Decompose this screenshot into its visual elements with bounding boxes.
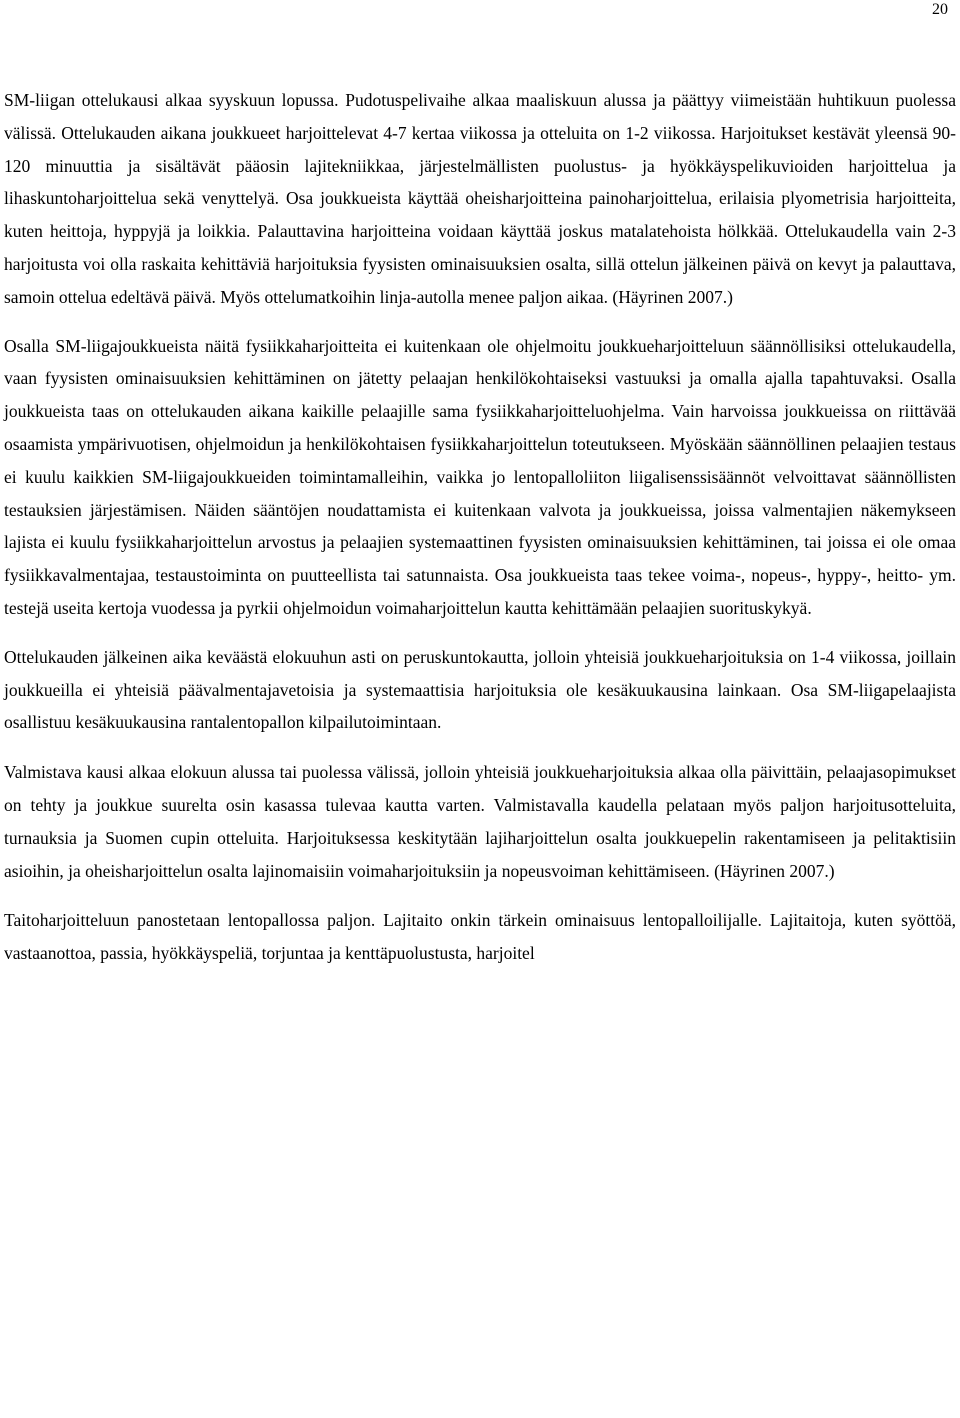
paragraph-2: Osalla SM-liigajoukkueista näitä fysiikkaharjoitteita ei kuitenkaan ole ohjelmoitu joukkueharjoitteluun säännöllisiksi ottelukaudella, vaan fyysisten ominaisuuksien kehittäminen on jätetty pelaajan henkilökohtaiseksi vastuuksi ja omalla ajalla tapahtuvaksi. Osalla joukkueista taas on ottelukauden aikana kaikille pelaajille sama fysiikkaharjoitteluohjelma. Vain harvoissa joukkueissa on riittävää osaamista ympärivuotisen, ohjelmoidun ja henkilökohtaisen fysiikkaharjoittelun toteutukseen. Myöskään säännöllinen pelaajien testaus ei kuulu kaikkien SM-liigajoukkueiden toimintamalleihin, vaikka jo lentopalloliiton liigalisenssisäännöt velvoittavat säännöllisten testauksien järjestämisen. Näiden sääntöjen noudattamista ei kuitenkaan valvota ja joukkueissa, joissa valmentajien näkemykseen lajista ei kuulu fysiikkaharjoittelun arvostus ja pelaajien systemaattinen fyysisten ominaisuuksien kehittäminen, tai joissa ei ole omaa fysiikkavalmentajaa, testaustoiminta on puutteellista tai satunnaista. Osa joukkueista taas tekee voima-, nopeus-, hyppy-, heitto- ym. testejä useita kertoja vuodessa ja pyrkii ohjelmoidun voimaharjoittelun kautta kehittämään pelaajien suorituskykyä.	[4, 335, 956, 618]
page-number: 20	[932, 1, 948, 18]
body-text	[4, 84, 956, 986]
paragraph-4: Valmistava kausi alkaa elokuun alussa tai puolessa välissä, jolloin yhteisiä joukkueharjoituksia alkaa olla päivittäin, pelaajasopimukset on tehty ja joukkue suurelta osin kasassa tulevaa kautta varten. Valmistavalla kaudella pelataan myös paljon harjoitusotteluita, turnauksia ja Suomen cupin otteluita. Harjoituksessa keskitytään lajiharjoittelun osalta joukkuepelin rakentamiseen ja pelitaktisiin asioihin, ja oheisharjoittelun osalta lajinomaisiin voimaharjoituksiin ja nopeusvoiman kehittämiseen. (Häyrinen 2007.)	[4, 762, 956, 881]
paragraph-5: Taitoharjoitteluun panostetaan lentopallossa paljon. Lajitaito onkin tärkein ominaisuus lentopalloilijalle. Lajitaitoja, kuten syöttöä, vastaanottoa, passia, hyökkäyspeliä, torjuntaa ja kenttäpuolustusta, harjoitel	[4, 910, 956, 964]
paragraph-3: Ottelukauden jälkeinen aika keväästä elokuuhun asti on peruskuntokautta, jolloin yhteisiä joukkueharjoituksia on 1-4 viikossa, joillain joukkueilla ei yhteisiä päävalmentajavetoisia ja systemaattisia harjoituksia ole kesäkuukausina lainkaan. Osa SM-liigapelaajista osallistuu kesäkuukausina rantalentopallon kilpailutoimintaan.	[4, 646, 956, 733]
paragraph-1: SM-liigan ottelukausi alkaa syyskuun lopussa. Pudotuspelivaihe alkaa maaliskuun alussa ja päättyy viimeistään huhtikuun puolessa välissä. Ottelukauden aikana joukkueet harjoittelevat 4-7 kertaa viikossa ja otteluita on 1-2 viikossa. Harjoitukset kestävät yleensä 90-120 minuuttia ja sisältävät pääosin lajitekniikkaa, järjestelmällisten puolustus- ja hyökkäyspelikuvioiden harjoittelua ja lihaskuntoharjoittelua sekä venyttelyä. Osa joukkueista käyttää oheisharjoitteina painoharjoittelua, erilaisia plyometrisia harjoitteita, kuten heittoja, hyppyjä ja loikkia. Palauttavina harjoitteina voidaan käyttää joskus matalatehoista hölkkää. Ottelukaudella vain 2-3 harjoitusta voi olla raskaita kehittäviä harjoituksia fyysisten ominaisuuksien osalta, sillä ottelun jälkeinen päivä on kevyt ja palauttava, samoin ottelua edeltävä päivä. Myös ottelumatkoihin linja-autolla menee paljon aikaa. (Häyrinen 2007.)	[4, 90, 956, 307]
